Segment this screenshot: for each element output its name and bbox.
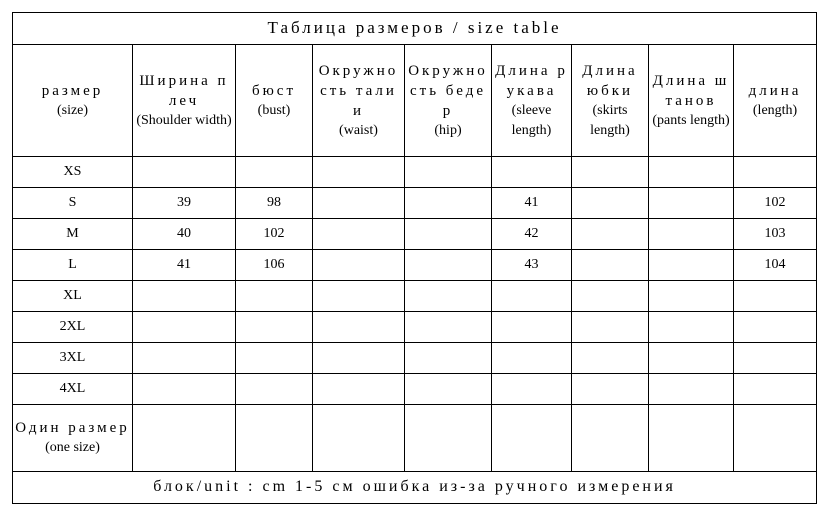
- cell-shoulder-width: 41: [133, 250, 236, 281]
- header-sleeve-length-en: (sleeve length): [511, 102, 552, 138]
- cell-skirt-length: [572, 312, 649, 343]
- cell-length: [734, 373, 817, 404]
- cell-shoulder-width: [133, 312, 236, 343]
- cell-sleeve-length: [492, 157, 572, 188]
- cell-pants-length: [649, 188, 734, 219]
- cell-pants-length: [649, 312, 734, 343]
- size-label: L: [13, 250, 133, 281]
- header-sleeve-length-ru: Длина рукава: [495, 62, 568, 99]
- cell-pants-length: [649, 343, 734, 374]
- cell-waist: [313, 157, 405, 188]
- header-row: [13, 44, 817, 156]
- table-row: [13, 312, 817, 343]
- cell-hip: [405, 219, 492, 250]
- header-size: [13, 44, 133, 156]
- cell-length: [734, 312, 817, 343]
- cell-sleeve-length: [492, 312, 572, 343]
- size-label-one-size: [13, 404, 133, 471]
- cell-bust: [236, 312, 313, 343]
- cell-waist: [313, 373, 405, 404]
- cell-shoulder-width: [133, 373, 236, 404]
- cell-length: 102: [734, 188, 817, 219]
- cell-length: 103: [734, 219, 817, 250]
- size-label: XS: [13, 157, 133, 188]
- one-size-ru: Один размер: [15, 419, 130, 436]
- size-table: [12, 12, 817, 504]
- cell-sleeve-length: [492, 404, 572, 471]
- cell-length: [734, 157, 817, 188]
- cell-skirt-length: [572, 343, 649, 374]
- size-label: 4XL: [13, 373, 133, 404]
- header-length-en: (length): [752, 102, 798, 118]
- footer-row: [13, 471, 817, 503]
- cell-waist: [313, 404, 405, 471]
- cell-sleeve-length: [492, 343, 572, 374]
- cell-bust: 106: [236, 250, 313, 281]
- cell-bust: [236, 404, 313, 471]
- cell-sleeve-length: 41: [492, 188, 572, 219]
- cell-pants-length: [649, 250, 734, 281]
- header-hip-en: (hip): [434, 122, 462, 138]
- cell-skirt-length: [572, 404, 649, 471]
- cell-skirt-length: [572, 281, 649, 312]
- cell-hip: [405, 312, 492, 343]
- cell-hip: [405, 250, 492, 281]
- header-waist-en: (waist): [339, 122, 378, 138]
- cell-waist: [313, 188, 405, 219]
- size-label: S: [13, 188, 133, 219]
- cell-skirt-length: [572, 157, 649, 188]
- header-length: [734, 44, 817, 156]
- cell-waist: [313, 281, 405, 312]
- cell-bust: [236, 343, 313, 374]
- size-label: M: [13, 219, 133, 250]
- cell-pants-length: [649, 219, 734, 250]
- header-size-ru: размер: [41, 82, 104, 99]
- size-label: XL: [13, 281, 133, 312]
- cell-sleeve-length: 42: [492, 219, 572, 250]
- header-skirt-length-ru: Длина юбки: [582, 62, 638, 99]
- cell-sleeve-length: [492, 373, 572, 404]
- cell-hip: [405, 188, 492, 219]
- cell-length: 104: [734, 250, 817, 281]
- header-shoulder-width-en: (Shoulder width): [136, 112, 232, 128]
- cell-shoulder-width: [133, 281, 236, 312]
- cell-bust: [236, 373, 313, 404]
- cell-pants-length: [649, 373, 734, 404]
- table-row: [13, 188, 817, 219]
- cell-pants-length: [649, 157, 734, 188]
- cell-waist: [313, 250, 405, 281]
- header-waist: [313, 44, 405, 156]
- cell-pants-length: [649, 404, 734, 471]
- table-title: Таблица размеров / size table: [13, 13, 817, 45]
- cell-waist: [313, 312, 405, 343]
- header-hip-ru: Окружность бедер: [408, 62, 488, 119]
- cell-bust: [236, 157, 313, 188]
- size-label: 2XL: [13, 312, 133, 343]
- header-shoulder-width-ru: Ширина плеч: [139, 72, 229, 109]
- table-row: [13, 157, 817, 188]
- cell-bust: [236, 281, 313, 312]
- header-waist-ru: Окружность талии: [318, 62, 399, 119]
- cell-pants-length: [649, 281, 734, 312]
- cell-sleeve-length: [492, 281, 572, 312]
- cell-skirt-length: [572, 219, 649, 250]
- cell-shoulder-width: [133, 157, 236, 188]
- cell-hip: [405, 404, 492, 471]
- footer-note: блок/unit : cm 1-5 см ошибка из-за ручного измерения: [13, 471, 817, 503]
- header-size-en: (size): [56, 102, 89, 118]
- one-size-en: (one size): [45, 439, 100, 455]
- header-bust-ru: бюст: [251, 82, 297, 99]
- cell-waist: [313, 343, 405, 374]
- cell-shoulder-width: [133, 343, 236, 374]
- table-row-one-size: [13, 404, 817, 471]
- cell-shoulder-width: 40: [133, 219, 236, 250]
- cell-hip: [405, 373, 492, 404]
- header-skirt-length-en: (skirts length): [590, 102, 630, 138]
- header-pants-length: [649, 44, 734, 156]
- table-row: [13, 219, 817, 250]
- table-row: [13, 250, 817, 281]
- header-bust: [236, 44, 313, 156]
- table-row: [13, 373, 817, 404]
- header-bust-en: (bust): [257, 102, 291, 118]
- table-row: [13, 281, 817, 312]
- cell-skirt-length: [572, 250, 649, 281]
- header-skirt-length: [572, 44, 649, 156]
- cell-sleeve-length: 43: [492, 250, 572, 281]
- cell-bust: 102: [236, 219, 313, 250]
- header-length-ru: длина: [748, 82, 802, 99]
- cell-waist: [313, 219, 405, 250]
- header-sleeve-length: [492, 44, 572, 156]
- cell-hip: [405, 157, 492, 188]
- table-row: [13, 343, 817, 374]
- cell-skirt-length: [572, 373, 649, 404]
- header-hip: [405, 44, 492, 156]
- cell-hip: [405, 281, 492, 312]
- header-pants-length-ru: Длина штанов: [652, 72, 730, 109]
- cell-bust: 98: [236, 188, 313, 219]
- cell-hip: [405, 343, 492, 374]
- cell-length: [734, 281, 817, 312]
- size-label: 3XL: [13, 343, 133, 374]
- cell-shoulder-width: [133, 404, 236, 471]
- cell-length: [734, 343, 817, 374]
- cell-shoulder-width: 39: [133, 188, 236, 219]
- header-shoulder-width: [133, 44, 236, 156]
- header-pants-length-en: (pants length): [652, 112, 730, 128]
- cell-skirt-length: [572, 188, 649, 219]
- cell-length: [734, 404, 817, 471]
